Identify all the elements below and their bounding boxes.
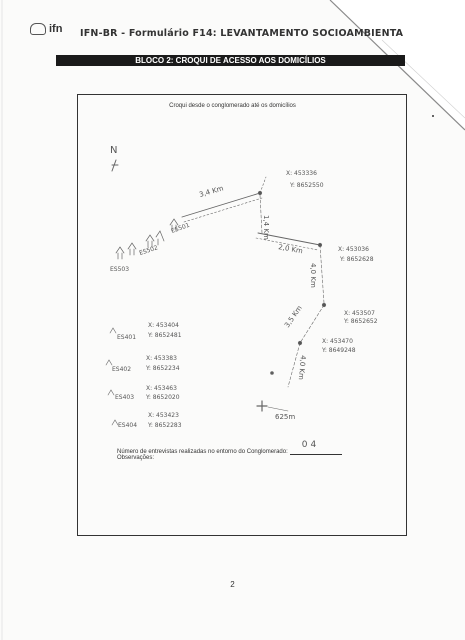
household-x: X: 453423 bbox=[148, 412, 179, 419]
croqui-title: Croqui desde o conglomerado até os domicílios bbox=[169, 103, 296, 109]
point-5 bbox=[271, 372, 274, 375]
house-label: ES502 bbox=[138, 244, 159, 257]
coord-label: Y: 8652550 bbox=[290, 182, 324, 189]
interviews-value: 04 bbox=[301, 440, 320, 450]
household-y: Y: 8652020 bbox=[146, 394, 180, 401]
conglomerate-marker bbox=[257, 401, 267, 411]
house-label: ES503 bbox=[110, 266, 130, 273]
logo-text: ifn bbox=[49, 23, 63, 35]
household-x: X: 453383 bbox=[146, 355, 177, 362]
access-sketch bbox=[90, 115, 400, 435]
form-title: IFN-BR - Formulário F14: LEVANTAMENTO SOCIOAMBIENTA bbox=[80, 28, 404, 39]
house-icon bbox=[128, 243, 136, 255]
household-y: Y: 8652481 bbox=[148, 332, 182, 339]
distance-label: 2,0 Km bbox=[277, 243, 304, 256]
coord-label: X: 453036 bbox=[338, 246, 369, 253]
distance-label: 625m bbox=[275, 413, 296, 421]
distance-label: 4,0 Km bbox=[296, 354, 307, 381]
household-entry bbox=[108, 385, 180, 401]
household-label: ES403 bbox=[115, 394, 135, 401]
road-spur-north bbox=[260, 177, 266, 193]
road-main-upper bbox=[182, 193, 260, 217]
road-vertical-1 bbox=[260, 195, 262, 233]
road-lower bbox=[300, 305, 324, 343]
household-label: ES404 bbox=[118, 422, 138, 429]
distance-label: 3,5 Km bbox=[283, 304, 304, 330]
coord-label: X: 453336 bbox=[286, 170, 317, 177]
coord-label: X: 453470 bbox=[322, 338, 353, 345]
household-entry bbox=[110, 322, 182, 341]
household-y: Y: 8652283 bbox=[148, 422, 182, 429]
house-label: ES501 bbox=[170, 221, 191, 235]
coord-label: Y: 8652628 bbox=[340, 256, 374, 263]
household-label: ES402 bbox=[112, 366, 132, 373]
north-label: N bbox=[110, 145, 118, 156]
coord-label: Y: 8649248 bbox=[322, 347, 356, 354]
distance-label: 4,0 Km bbox=[309, 263, 317, 288]
coord-label: X: 453507 bbox=[344, 310, 375, 317]
point-4 bbox=[298, 341, 301, 344]
house-icon bbox=[116, 247, 124, 259]
interviews-label: Número de entrevistas realizadas no entorno do Conglomerado: bbox=[117, 449, 288, 455]
interviews-line bbox=[117, 440, 342, 455]
household-y: Y: 8652234 bbox=[146, 365, 180, 372]
point-2 bbox=[318, 243, 321, 246]
household-x: X: 453463 bbox=[146, 385, 177, 392]
road-main-upper-2 bbox=[184, 198, 262, 222]
distance-label: 3,4 Km bbox=[198, 184, 225, 199]
north-arrow bbox=[110, 145, 118, 171]
road-end bbox=[268, 407, 288, 411]
household-entry bbox=[112, 412, 182, 429]
household-label: ES401 bbox=[117, 334, 137, 341]
distance-label: 1,4 Km bbox=[262, 215, 270, 240]
speck bbox=[432, 115, 434, 117]
household-x: X: 453404 bbox=[148, 322, 179, 329]
house-icon bbox=[156, 231, 164, 245]
coord-label: Y: 8652652 bbox=[344, 318, 378, 325]
household-entry bbox=[106, 355, 180, 373]
point-3 bbox=[322, 303, 325, 306]
page-number: 2 bbox=[230, 580, 235, 589]
observations-label: Observações: bbox=[117, 455, 155, 461]
point-1 bbox=[258, 191, 261, 194]
interviews-field bbox=[290, 440, 342, 455]
logo-icon bbox=[30, 23, 46, 35]
block-title-bar: BLOCO 2: CROQUI DE ACESSO AOS DOMICÍLIOS bbox=[56, 55, 405, 66]
road-vertical-2 bbox=[320, 245, 324, 303]
ifn-logo bbox=[30, 23, 62, 35]
